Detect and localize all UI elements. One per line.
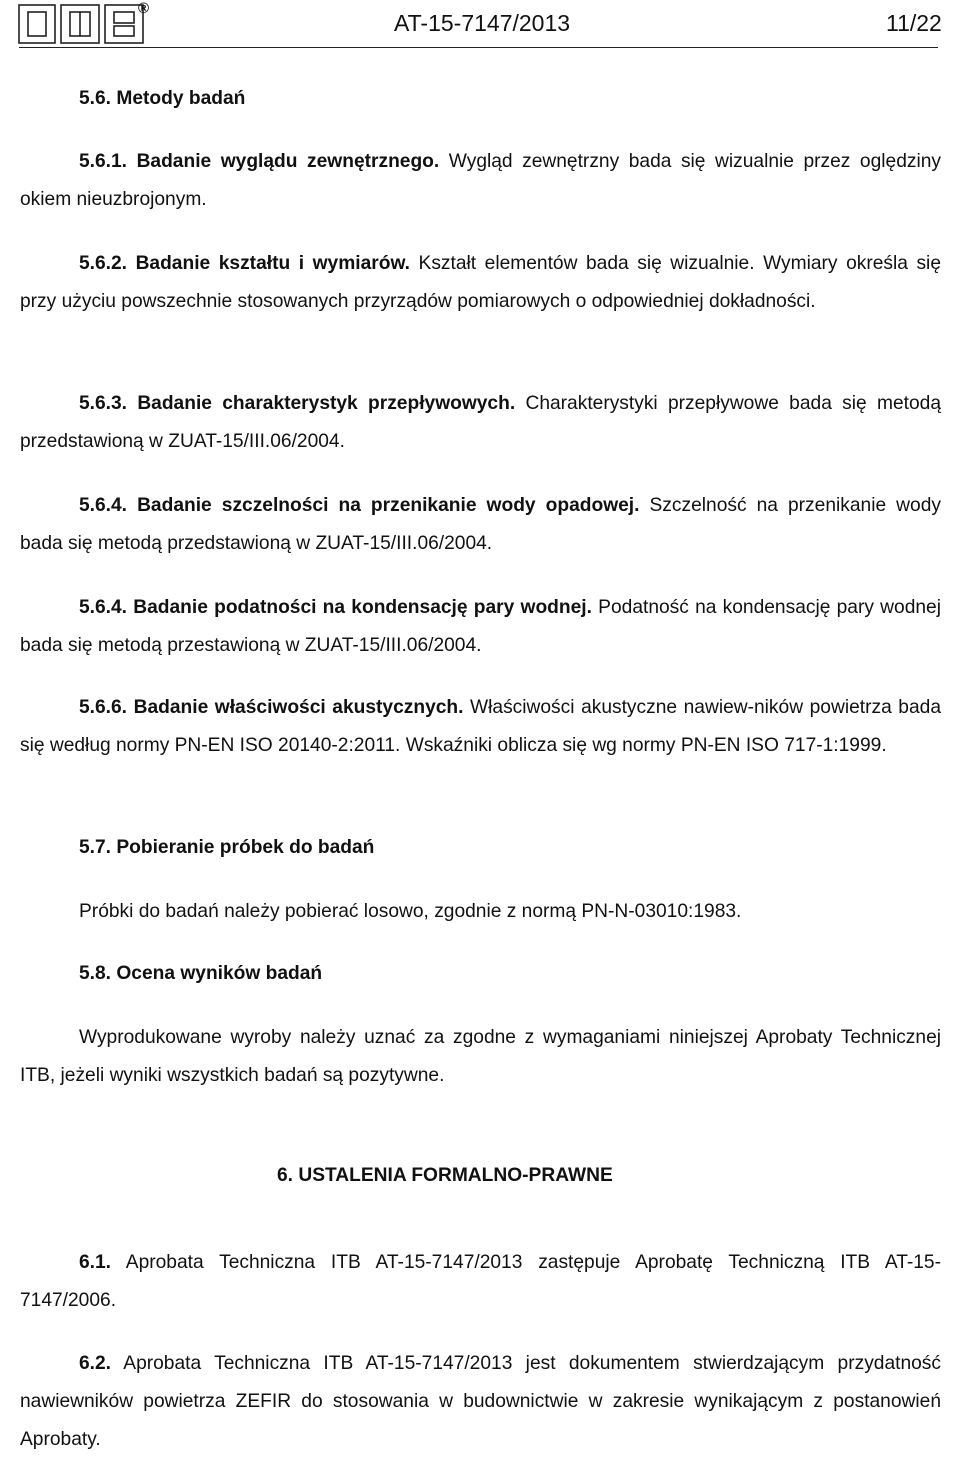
section-number: 5.6.6.: [79, 697, 128, 718]
section-5-6-2: [20, 245, 941, 321]
registered-mark: ®: [138, 0, 150, 17]
header-page-number: 11/22: [886, 10, 942, 36]
section-5-8-heading: [79, 955, 322, 993]
section-5-6-1: [20, 143, 941, 219]
section-number: 5.7.: [79, 837, 112, 858]
section-number: 6.1.: [79, 1252, 112, 1273]
section-text: Właściwości akustyczne nawiew-ników powietrza bada się według normy PN-EN ISO 20140-2:2011. Wskaźniki oblicza się wg normy PN-EN ISO 717-1:1999.: [20, 697, 941, 756]
section-5-6-6: [20, 689, 941, 765]
section-title: Badanie podatności na kondensację pary wodnej.: [133, 597, 592, 618]
section-number: 5.6.4.: [79, 495, 128, 516]
section-text: Wygląd zewnętrzny bada się wizualnie przez oględziny okiem nieuzbrojonym.: [20, 151, 942, 210]
section-title: Metody badań: [116, 88, 246, 109]
section-title: Badanie szczelności na przenikanie wody opadowej.: [137, 495, 640, 516]
section-title: Badanie kształtu i wymiarów.: [135, 253, 410, 274]
section-title: Ocena wyników badań: [116, 963, 323, 984]
itb-logo: [18, 4, 144, 44]
section-text: Aprobata Techniczna ITB AT-15-7147/2013 jest dokumentem stwierdzającym przydatność nawiewników powietrza ZEFIR do stosowania w budownictwie w zakresie wynikającym z postanowień Aprobaty.: [20, 1353, 941, 1450]
section-number: 6.2.: [79, 1353, 112, 1374]
section-5-6-heading: [79, 80, 245, 118]
section-text: Aprobata Techniczna ITB AT-15-7147/2013 zastępuje Aprobatę Techniczną ITB AT-15-7147/2006.: [20, 1252, 941, 1311]
header-rule: [19, 47, 938, 48]
section-5-6-4-condensation: [20, 589, 941, 665]
section-text: Kształt elementów bada się wizualnie. Wymiary określa się przy użyciu powszechnie stosowanych przyrządów pomiarowych o odpowiedniej dokładności.: [20, 253, 941, 312]
section-number: 5.8.: [79, 963, 112, 984]
section-number: 5.6.2.: [79, 253, 128, 274]
section-5-6-3: [20, 385, 941, 461]
section-6-heading: 6. USTALENIA FORMALNO-PRAWNE: [277, 1165, 613, 1186]
section-text: Wyprodukowane wyroby należy uznać za zgodne z wymaganiami niniejszej Aprobaty Technicznej ITB, jeżeli wyniki wszystkich badań są pozytywne.: [20, 1027, 941, 1086]
section-number: 5.6.1.: [79, 151, 128, 172]
section-number: 5.6.4.: [79, 597, 128, 618]
section-5-7-text: Próbki do badań należy pobierać losowo, zgodnie z normą PN-N-03010:1983.: [79, 901, 742, 922]
section-title: Badanie właściwości akustycznych.: [133, 697, 464, 718]
section-number: 5.6.3.: [79, 393, 128, 414]
section-number: 5.6.: [79, 88, 112, 109]
section-6-1: [20, 1244, 941, 1320]
section-title: Badanie charakterystyk przepływowych.: [137, 393, 516, 414]
section-5-8-text: [20, 1019, 941, 1095]
section-title: Badanie wyglądu zewnętrznego.: [136, 151, 440, 172]
section-5-7-heading: [79, 829, 374, 867]
section-text: Charakterystyki przepływowe bada się metodą przedstawioną w ZUAT-15/III.06/2004.: [20, 393, 941, 452]
header-doc-number: AT-15-7147/2013: [394, 10, 571, 36]
section-text: Szczelność na przenikanie wody bada się metodą przedstawioną w ZUAT-15/III.06/2004.: [20, 495, 941, 554]
section-text: Podatność na kondensację pary wodnej bada się metodą przestawioną w ZUAT-15/III.06/2004.: [20, 597, 941, 656]
section-6-2: [20, 1345, 941, 1459]
section-title: Pobieranie próbek do badań: [116, 837, 375, 858]
section-5-6-4-water: [20, 487, 941, 563]
